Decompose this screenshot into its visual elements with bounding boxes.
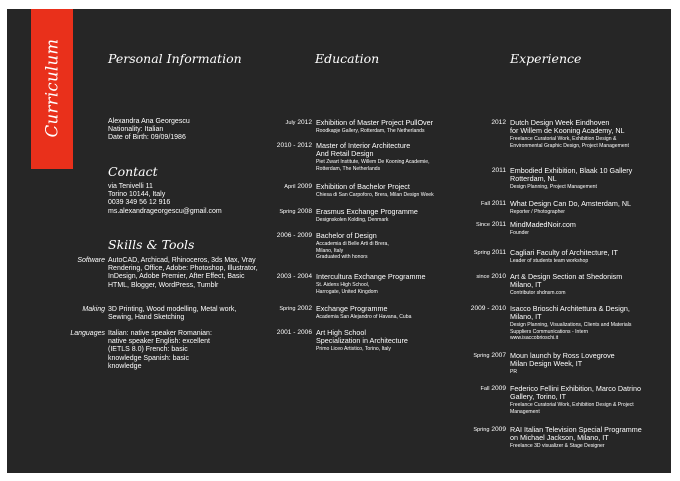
entry-detail-line: Rotterdam, The Netherlands xyxy=(316,165,381,172)
skill-value: Italian: native speaker Romanian: native speaker English: excellent (IETLS 8.0) French: basic knowledge Spanish: basic knowledge xyxy=(108,330,212,370)
entry-date-value: 2011 xyxy=(491,167,506,174)
entry-title xyxy=(316,183,434,191)
entry-title xyxy=(510,426,642,442)
experience-entry xyxy=(491,118,629,149)
entry-date-value: 2011 xyxy=(491,221,506,228)
entry-title-line: Exhibition of Master Project PullOver xyxy=(316,118,434,127)
entry-detail-line: Design Planning, Project Management xyxy=(510,184,597,191)
entry-detail xyxy=(316,346,408,352)
curriculum-ribbon xyxy=(31,9,73,169)
entry-detail-line: Freelance 3D visualizer & Stage Designer xyxy=(510,443,605,450)
entry-title xyxy=(510,352,615,368)
entry-detail-line: Milano, Italy xyxy=(316,247,344,254)
entry-date xyxy=(279,305,312,313)
entry-title-line: Milano, IT xyxy=(510,312,542,322)
entry-title-line: Milan Design Week, IT xyxy=(510,359,583,369)
entry-date-value: 2009 - 2010 xyxy=(470,305,506,312)
entry-title xyxy=(316,329,408,345)
heading-skills-tools: Skills & Tools xyxy=(108,237,195,252)
entry-detail-line: Suppliers Communications - Intern xyxy=(510,328,589,335)
skill-label: Languages xyxy=(70,330,105,337)
entry-detail-line: Management xyxy=(510,408,540,415)
entry-title-line: Federico Fellini Exhibition, Marco Datrino xyxy=(510,384,642,393)
heading-experience: Experience xyxy=(510,51,582,66)
entry-detail xyxy=(316,217,418,223)
entry-detail xyxy=(316,192,434,198)
entry-title-line: And Retail Design xyxy=(316,149,374,159)
entry-date-value: 2003 - 2004 xyxy=(276,273,312,280)
entry-detail-line: Primo Liceo Artistico, Torino, Italy xyxy=(316,346,391,353)
entry-date-qualifier: Spring xyxy=(279,306,296,312)
entry-date xyxy=(481,200,506,208)
entry-date xyxy=(277,232,312,240)
skill-value: AutoCAD, Archicad, Rhinoceros, 3ds Max, Vray Rendering, Office, Adobe: Photoshop, Illustrator, InDesign, Adobe Premier, After Effect, Basic HTML, Blogger, WordPress, Tumblr xyxy=(108,257,258,289)
entry-title xyxy=(316,232,389,240)
experience-entry xyxy=(473,248,618,265)
entry-detail-line: Design Planning, Visualizations, Clients and Materials xyxy=(510,322,632,329)
entry-title xyxy=(510,305,631,321)
entry-date-qualifier: Fall xyxy=(480,201,490,207)
entry-title-line: for Willem de Kooning Academy, NL xyxy=(510,126,625,136)
entry-detail xyxy=(510,443,642,449)
entry-date-value: 2008 xyxy=(297,208,312,215)
entry-detail-line: Chiesa di San Carpoforo, Brera, Milan Design Week xyxy=(316,192,434,199)
entry-title xyxy=(316,208,418,216)
entry-date-value: 2011 xyxy=(491,249,506,256)
entry-date xyxy=(491,119,506,127)
entry-title-line: RAI Italian Television Special Programme xyxy=(510,425,642,434)
entry-title xyxy=(510,385,641,401)
entry-title-line: Rotterdam, NL xyxy=(510,174,557,184)
entry-title-line: Gallery, Torino, IT xyxy=(510,392,567,402)
entry-title-line: What Design Can Do, Amsterdam, NL xyxy=(510,199,632,208)
entry-date-value: 2011 xyxy=(491,200,506,207)
experience-entry xyxy=(476,272,623,297)
entry-date-qualifier: Spring xyxy=(473,427,490,433)
entry-detail xyxy=(510,209,631,215)
experience-entry xyxy=(470,304,632,342)
entry-date xyxy=(473,352,506,360)
entry-title-line: Master of Interior Architecture xyxy=(316,141,411,150)
entry-detail xyxy=(510,136,629,149)
entry-date xyxy=(286,119,312,127)
entry-title-line: Art & Design Section at Shedonism xyxy=(510,272,623,281)
entry-title-line: Bachelor of Design xyxy=(316,231,377,240)
entry-detail-line: Freelance Curatorial Work, Exhibition Design & Project xyxy=(510,402,634,409)
education-entry xyxy=(276,272,426,295)
entry-date-qualifier: since xyxy=(476,274,490,280)
education-entry xyxy=(276,328,408,353)
entry-title xyxy=(316,305,411,313)
entry-detail-line: Leader of students team workshop xyxy=(510,258,589,265)
skill-value: 3D Printing, Wood modelling, Metal work, Sewing, Hand Sketching xyxy=(108,306,237,322)
experience-entry xyxy=(480,199,632,216)
entry-detail-line: Piet Zwart Institute, Willem De Kooning Academie, xyxy=(316,159,430,166)
entry-title-line: Moun launch by Ross Lovegrove xyxy=(510,351,615,360)
experience-entry xyxy=(473,425,642,450)
entry-date-value: 2002 xyxy=(297,305,312,312)
entry-detail-line: Accademia di Belle Arti di Brera, xyxy=(316,241,389,248)
entry-date-qualifier: Spring xyxy=(473,353,490,359)
entry-title xyxy=(510,200,631,208)
entry-date xyxy=(474,249,506,257)
entry-detail xyxy=(510,258,618,264)
heading-education: Education xyxy=(315,51,380,66)
entry-date-value: 2001 - 2006 xyxy=(276,329,312,336)
heading-personal-information: Personal Information xyxy=(108,51,242,66)
entry-title xyxy=(316,273,425,281)
contact-street: via Tenivelli 11 xyxy=(108,183,153,190)
entry-detail-line: Harrogate, United Kingdom xyxy=(316,288,378,295)
contact-email[interactable]: ms.alexandrageorgescu@gmail.com xyxy=(108,207,222,215)
entry-detail-line: St. Aidens High School, xyxy=(316,282,370,289)
entry-date-value: 2012 xyxy=(297,119,312,126)
entry-date xyxy=(471,305,506,313)
entry-title xyxy=(316,119,433,127)
entry-date-qualifier: Fall xyxy=(480,386,490,392)
entry-detail-line: www.isaccobrioschi.it xyxy=(510,335,559,342)
entry-title-line: Art High School xyxy=(316,328,366,337)
entry-detail-line: Roodkapje Gallery, Rotterdam, The Netherlands xyxy=(316,128,425,135)
entry-title xyxy=(510,249,618,257)
entry-detail-line: PR xyxy=(510,369,518,376)
entry-title-line: Cagliari Faculty of Architecture, IT xyxy=(510,248,618,257)
entry-date xyxy=(277,329,312,337)
entry-detail xyxy=(316,241,389,260)
entry-detail-line: Environmental Graphic Design, Project Management xyxy=(510,142,629,149)
entry-date-value: 2007 xyxy=(491,352,506,359)
entry-detail-line: Contributor shdnsm.com xyxy=(510,290,566,297)
education-entry xyxy=(279,207,418,224)
entry-date-qualifier: July xyxy=(285,120,296,126)
entry-date xyxy=(277,142,312,150)
entry-date-qualifier: Spring xyxy=(279,209,296,215)
education-entry xyxy=(276,231,389,261)
entry-date-value: 2009 xyxy=(491,426,506,433)
entry-detail-line: Academia San Alejandro of Havana, Cuba xyxy=(316,314,412,321)
entry-detail xyxy=(316,282,425,295)
entry-date-qualifier: Spring xyxy=(473,250,490,256)
entry-date-value: 2010 - 2012 xyxy=(276,142,312,149)
entry-date-qualifier: April xyxy=(284,184,296,190)
contact-city: Torino 10144, Italy xyxy=(108,191,166,199)
entry-detail-line: Freelance Curatorial Work, Exhibition Design & xyxy=(510,136,617,143)
entry-detail xyxy=(316,314,411,320)
experience-entry xyxy=(491,166,633,191)
entry-detail xyxy=(510,369,615,375)
entry-date xyxy=(277,273,312,281)
entry-detail xyxy=(510,184,632,190)
entry-date xyxy=(284,183,312,191)
entry-detail xyxy=(510,322,631,341)
entry-detail-line: Graduated with honors xyxy=(316,254,368,261)
entry-title-line: Embodied Exhibition, Blaak 10 Gallery xyxy=(510,166,633,175)
entry-date xyxy=(473,426,506,434)
entry-detail xyxy=(510,402,641,415)
entry-date-value: 2010 xyxy=(491,273,506,280)
entry-title xyxy=(510,167,632,183)
entry-date xyxy=(492,167,506,175)
entry-title-line: MindMadedNoir.com xyxy=(510,220,576,229)
personal-nationality: Nationality: Italian xyxy=(108,126,164,134)
education-entry xyxy=(284,182,434,199)
education-entry xyxy=(285,118,434,135)
heading-contact: Contact xyxy=(108,164,158,179)
entry-date-value: 2009 xyxy=(491,385,506,392)
entry-title-line: Dutch Design Week Eindhoven xyxy=(510,118,610,127)
entry-title xyxy=(510,119,629,135)
entry-title xyxy=(510,273,622,289)
entry-detail xyxy=(316,159,430,172)
entry-date xyxy=(279,208,312,216)
entry-title-line: Isacco Brioschi Architettura & Design, xyxy=(510,304,630,313)
education-entry xyxy=(276,141,430,172)
entry-detail xyxy=(316,128,433,134)
entry-date-value: 2006 - 2009 xyxy=(276,232,312,239)
personal-info-block xyxy=(108,118,190,143)
entry-title-line: Specialization in Architecture xyxy=(316,336,408,346)
entry-date-value: 2009 xyxy=(297,183,312,190)
contact-phone: 0039 349 56 12 916 xyxy=(108,199,171,207)
entry-title xyxy=(316,142,430,158)
experience-entry xyxy=(475,220,576,237)
entry-title-line: Exchange Programme xyxy=(316,304,388,313)
entry-title-line: Exhibition of Bachelor Project xyxy=(316,182,410,191)
entry-date xyxy=(476,273,506,281)
personal-name: Alexandra Ana Georgescu xyxy=(108,118,190,125)
skill-label: Software xyxy=(77,257,105,264)
experience-entry xyxy=(480,384,642,415)
ribbon-label: Curriculum xyxy=(42,38,62,138)
entry-title-line: Milano, IT xyxy=(510,280,542,290)
cv-page xyxy=(7,9,671,473)
entry-date xyxy=(480,385,506,393)
personal-birthdate: Date of Birth: 09/09/1986 xyxy=(108,134,186,142)
entry-detail xyxy=(510,290,622,296)
entry-detail-line: Reporter / Photographer xyxy=(510,209,565,216)
entry-title-line: Erasmus Exchange Programme xyxy=(316,207,418,216)
entry-title xyxy=(510,221,576,229)
entry-detail-line: Designskolen Kolding, Denmark xyxy=(316,217,389,224)
education-entry xyxy=(279,304,412,321)
entry-date-qualifier: Since xyxy=(475,222,490,228)
skill-label: Making xyxy=(82,306,105,313)
experience-entry xyxy=(473,351,615,376)
entry-detail-line: Founder xyxy=(510,230,529,237)
entry-title-line: on Michael Jackson, Milano, IT xyxy=(510,433,609,443)
entry-date-value: 2012 xyxy=(491,119,506,126)
entry-detail xyxy=(510,230,576,236)
contact-block xyxy=(108,183,222,216)
entry-title-line: Intercultura Exchange Programme xyxy=(316,272,426,281)
entry-date xyxy=(476,221,506,229)
